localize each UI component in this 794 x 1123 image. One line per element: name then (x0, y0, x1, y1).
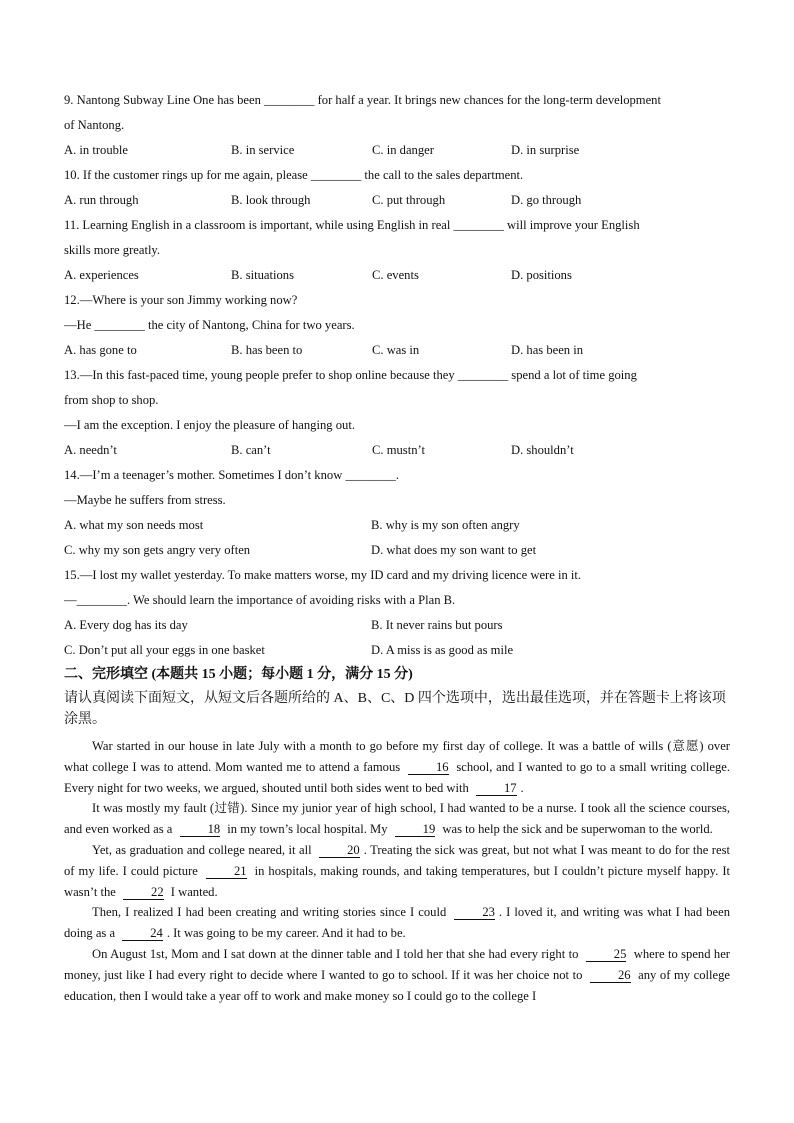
options-row (64, 538, 732, 563)
answer-option: C. why my son gets angry very often (64, 543, 251, 557)
answer-option: B. It never rains but pours (371, 618, 503, 632)
answer-option: B. look through (231, 193, 311, 207)
answer-option: C. events (372, 268, 419, 282)
question-text-line: from shop to shop. (64, 393, 159, 407)
answer-option: A. needn’t (64, 443, 117, 457)
options-row (64, 513, 732, 538)
options-row (64, 438, 732, 463)
passage-text: in hospitals, making rounds, and taking temperatures, but I couldn’t picture myself happy. It wasn’t the (64, 863, 731, 899)
blank-number: 17 (476, 781, 517, 796)
section-instructions: 请认真阅读下面短文，从短文后各题所给的 A、B、C、D 四个选项中，选出最佳选项，并在答题卡上将该项涂黑。 (64, 691, 726, 727)
answer-option: B. has been to (231, 343, 303, 357)
passage-text: I wanted. (167, 884, 218, 899)
answer-option: C. mustn’t (372, 443, 425, 457)
question-text-line: 14.—I’m a teenager’s mother. Sometimes I don’t know ________. (64, 468, 399, 482)
options-row (64, 638, 732, 663)
options-row (64, 263, 732, 288)
question-text-line: —I am the exception. I enjoy the pleasure of hanging out. (64, 418, 355, 432)
answer-option: B. situations (231, 268, 294, 282)
passage-text: War started in our house in late July with a month to go before my first day of college. It was a battle of wills (意愿) over what college I was to attend. Mom wanted me to attend a famous (64, 739, 730, 774)
blank-number: 21 (206, 864, 247, 879)
options-row (64, 338, 732, 363)
question-11 (64, 213, 732, 288)
blank-number: 24 (122, 926, 163, 941)
question-14 (64, 463, 732, 563)
question-15 (64, 563, 732, 663)
question-text-line: 12.—Where is your son Jimmy working now? (64, 293, 298, 307)
answer-option: D. positions (511, 268, 572, 282)
answer-option: D. has been in (511, 343, 584, 357)
passage-text: . (520, 780, 524, 795)
passage-text: school, and I wanted to go to a small writing college. Every night for two weeks, we argued, shouted until both sides went to bed with (64, 759, 730, 795)
question-13 (64, 363, 732, 463)
question-text-line: 13.—In this fast-paced time, young people prefer to shop online because they ________ spend a lot of time going (64, 368, 637, 382)
answer-option: C. was in (372, 343, 420, 357)
options-row (64, 613, 732, 638)
question-text-line: —Maybe he suffers from stress. (64, 493, 226, 507)
blank-number: 20 (319, 843, 360, 858)
question-text-line: 10. If the customer rings up for me again, please ________ the call to the sales department. (64, 168, 524, 182)
answer-option: C. put through (372, 193, 446, 207)
section-title: 二、完形填空 (本题共 15 小题；每小题 1 分，满分 15 分) (64, 667, 413, 682)
passage-paragraph (64, 736, 730, 798)
passage-text: any of my college education, then I would take a year off to work and make money so I could go to the college I (64, 967, 730, 1003)
blank-number: 19 (395, 822, 436, 837)
answer-option: B. in service (231, 143, 295, 157)
answer-option: C. Don’t put all your eggs in one basket (64, 643, 265, 657)
passage-text: in my town’s local hospital. My (224, 822, 391, 837)
passage-paragraph (64, 840, 730, 902)
blank-number: 26 (590, 968, 631, 983)
question-text-line: 9. Nantong Subway Line One has been ________ for half a year. It brings new chances for the long-term development (64, 93, 661, 107)
passage-text: was to help the sick and be superwoman to the world. (439, 822, 713, 837)
passage-text: On August 1st, Mom and I sat down at the dinner table and I told her that she had every right to (92, 946, 582, 961)
passage-paragraph (64, 798, 730, 840)
question-9 (64, 88, 732, 163)
answer-option: A. run through (64, 193, 139, 207)
answer-option: D. A miss is as good as mile (371, 643, 514, 657)
options-row (64, 138, 732, 163)
blank-number: 25 (586, 947, 627, 962)
question-text-line: —He ________ the city of Nantong, China for two years. (64, 318, 355, 332)
question-text-line: 15.—I lost my wallet yesterday. To make matters worse, my ID card and my driving licence were in it. (64, 568, 582, 582)
answer-option: A. in trouble (64, 143, 129, 157)
answer-option: A. experiences (64, 268, 139, 282)
answer-option: A. Every dog has its day (64, 618, 188, 632)
answer-option: A. has gone to (64, 343, 137, 357)
passage-text: . It was going to be my career. And it had to be. (166, 926, 406, 941)
multiple-choice-questions (64, 88, 732, 663)
passage-text: It was mostly my fault (过错). Since my junior year of high school, I had wanted to be a nurse. I took all the science courses, and even worked as a (64, 801, 730, 837)
cloze-passage (64, 736, 730, 1006)
answer-option: A. what my son needs most (64, 518, 204, 532)
answer-option: D. what does my son want to get (371, 543, 537, 557)
passage-text: . Treating the sick was great, but not what I was meant to do for the rest of my life. I could picture (64, 842, 730, 878)
blank-number: 23 (454, 905, 495, 920)
question-12 (64, 288, 732, 363)
question-text-line: 11. Learning English in a classroom is important, while using English in real ________ will improve your English (64, 218, 640, 232)
options-row (64, 188, 732, 213)
passage-text: . I loved it, and writing was what I had been doing as a (64, 905, 730, 941)
answer-option: B. can’t (231, 443, 271, 457)
answer-option: D. in surprise (511, 143, 580, 157)
blank-number: 16 (408, 760, 449, 775)
question-text-line: —________. We should learn the importance of avoiding risks with a Plan B. (64, 593, 456, 607)
answer-option: D. go through (511, 193, 582, 207)
answer-option: C. in danger (372, 143, 434, 157)
blank-number: 18 (180, 822, 221, 837)
passage-paragraph (64, 944, 730, 1006)
question-text-line: skills more greatly. (64, 243, 161, 257)
question-10 (64, 163, 732, 213)
passage-text: Then, I realized I had been creating and writing stories since I could (92, 905, 451, 920)
question-text-line: of Nantong. (64, 118, 125, 132)
answer-option: B. why is my son often angry (371, 518, 520, 532)
passage-text: Yet, as graduation and college neared, it all (92, 842, 316, 857)
blank-number: 22 (123, 885, 164, 900)
passage-paragraph (64, 902, 730, 944)
passage-text: where to spend her money, just like I had every right to decide where I wanted to go to school. If it was her choice not to (64, 946, 730, 982)
answer-option: D. shouldn’t (511, 443, 574, 457)
